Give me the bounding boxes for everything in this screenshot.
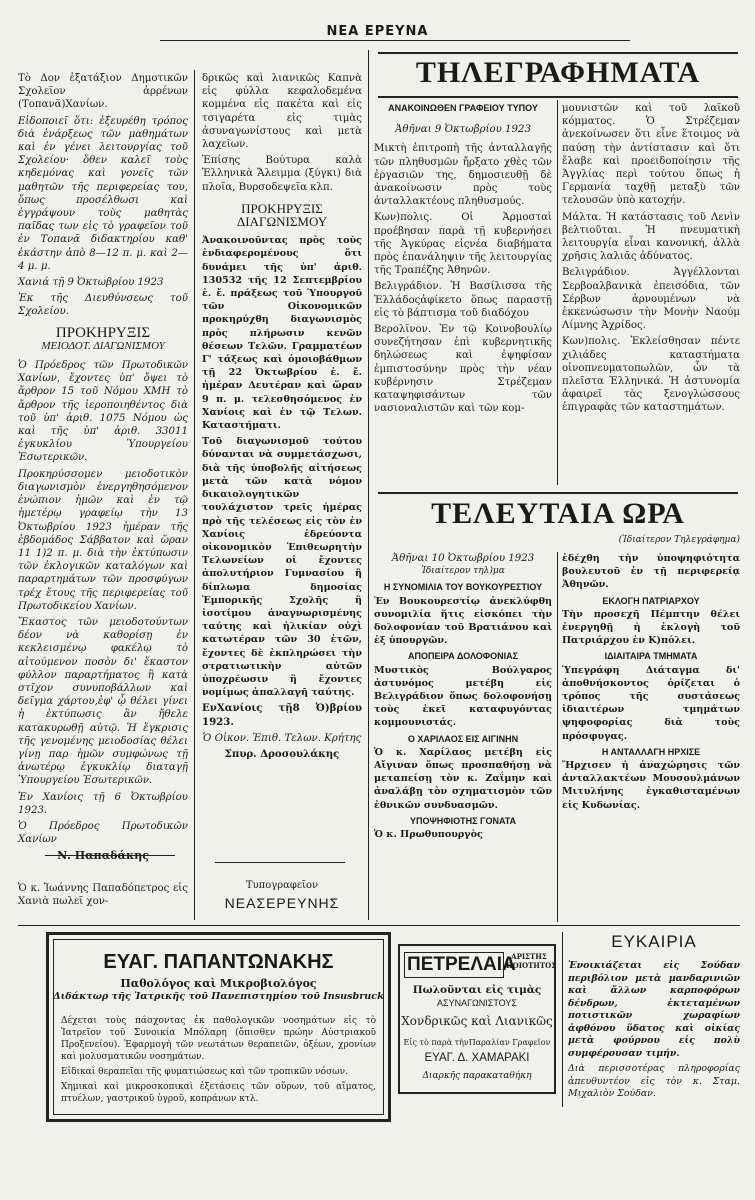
school-heading: Τὸ Δον ἑξατάξιον Δημοτικῶν Σχολεῖον ἀρρένων (Τοπανᾶ)Χανίων.	[18, 73, 188, 111]
school-notice: Εἰδοποιεῖ ὅτι: ἐξευρέθη τρόπος διὰ ἐνάρξεως τῶν μαθημάτων καὶ ἐν γένει λειτουργίας τοῦ Σχολείου· ὅθεν καλεῖ τοὺς κηδεμόνας καὶ γονεῖς τῶν μαθητῶν τῆς περιφερείας του, ὅπως προσέλθωσι καὶ ἐγγράψουν τοὺς μαθητὰς παῖδας των εἰς τὸ γραφεῖον τοῦ ἐν Τοπανᾶ διδακτηρίου καθ' ἑκάστην ἀπὸ 8—12 π. μ. καὶ 2—4 μ. μ.	[18, 115, 188, 272]
petroleum-line-1: Πωλοῦνται εἰς τιμὰς	[412, 984, 542, 996]
telegram-exchange: Μικτὴ ἐπιτροπὴ τῆς ἀνταλλαγῆς τῶν πληθυσμῶν ἤρξατο χθὲς τῶν ἐργασιῶν της, δημοσιευθῇ δὲ ἀνακοίνωσιν πρὸς τοὺς ἀνταλλακτέους πληθυσμούς.	[374, 143, 552, 208]
exchange-text: Ἤρχισεν ἡ ἀναχώρησις τῶν ἀνταλλακτέων Μουσουλμάνων Μιτυλήνης ἐγκαθισταμένων εἰς Κυδωνίας.	[562, 760, 740, 811]
tender-signer-title: Ὁ Πρόεδρος Πρωτοδικῶν Χανίων	[18, 820, 188, 846]
tobacco-text: δρικῶς καὶ λιανικῶς Καπνὰ εἰς φύλλα κεφαλοδεμένα κομμένα εἰς πακέτα καὶ εἰς τσιγαρέτα εἰς τιμὰς ἀσυναγωνίστους καὶ μετὰ λαχεῖων.	[202, 73, 362, 151]
telegrams-top-rule	[378, 52, 738, 54]
last-hour-column-2	[562, 552, 740, 922]
petroleum-line-6: Διαρκῆς παρακαταθήκη	[422, 1071, 532, 1081]
ads-top-rule	[18, 925, 740, 926]
last-hour-column-1	[374, 552, 552, 922]
patriarch-heading: ΕΚΛΟΓΗ ΠΑΤΡΙΑΡΧΟΥ	[602, 595, 700, 606]
telegrams-title: ΤΗΛΕΓΡΑΦΗΜΑΤΑ	[415, 56, 701, 89]
competition-signer-title: Ὁ Οἰκον. Ἐπιθ. Τελων. Κρήτης	[202, 732, 362, 744]
telegram-berlin-cont: μουνιστῶν καὶ τοῦ λαϊκοῦ κόμματος. Ὁ Στρέζεμαν ἀνεκοίνωσεν ὅτι εἶνε ἕτοιμος νὰ παύσῃ τὴν ἀντίστασιν καὶ ὅτι ἔλαβε καὶ προειδοποίησιν τῆς Ἀγγλίας περὶ τούτου ὅπως ἡ Γερμανία ταχθῇ μεταξὺ τῶν τελουσῶν ὑπὸ κατοχήν.	[562, 103, 740, 207]
assassination-text: Μυστικὸς Βούλγαρος ἀστυνόμος μετέβη εἰς Βελιγράδιον ὅπως δολοφονήσῃ τοὺς ἐκεῖ καταφυγόντας κομμουνιστάς.	[374, 664, 552, 729]
printer-name: ΝΕΑΣΕΡΕΥΝΗΣ	[224, 895, 340, 911]
tobacco-text-start: Ὁ κ. Ἰωάννης Παπαδόπετρος εἰς Χανιὰ πωλεῖ χον-	[18, 883, 188, 908]
last-hour-date-note: Ἰδιαίτερον τηλ)μα	[421, 566, 505, 577]
butter-text: Ἐπίσης Βούτυρα καλὰ Ἑλληνικὰ Ἄλειμμα (ξύγκι) διὰ πλοῖα, Βυρσοδεψεῖα κλπ.	[202, 155, 362, 193]
competition-signature: Σπυρ. Δροσουλάκης	[224, 747, 340, 760]
col1-divider	[45, 855, 175, 856]
doctor-ad-body	[61, 1015, 376, 1115]
telegram-constantinople-2: Κων)πολις. Ἐκλείσθησαν πέντε χιλιάδες καταστήματα οἰνοπνευματοπωλῶν, ὧν τὰ πλεῖστα Ἑλληνικά. Ἡ ἀστυνομία ἀφαιρεῖ τὰς ξενογλώσσους ἐπιγραφὰς τῶν καταστημάτων.	[562, 336, 740, 414]
competition-intro: Ἀνακοινοῦντας πρὸς τοὺς ἐνδιαφερομένους ὅτι δυνάμει τῆς ὑπ' ἀριθ. 130532 τῆς 12 Σεπτεμβρίου ἐ. ἔ. πράξεως τοῦ Ὑπουργοῦ τῶν Οἰκονομικῶν προκηρύχθη διαγωνισμὸς πρὸς πλήρωσιν κενῶν θέσεων Τελῶν. Γραμματέων Γ' τάξεως καὶ ὁμοιοβάθμων τῇ 22 Ὀκτωβρίου ἐ. ἔ. ἡμέραν Δευτέραν καὶ ὥραν 9 π. μ. τελεσθησόμενος ἐν Χανίοις καὶ ἐν τῷ Τελων. Καταστήματι.	[202, 235, 362, 432]
patriarch-text: Τὴν προσεχῆ Πέμπτην θέλει ἐνεργηθῇ ἡ ἐκλογὴ τοῦ Πατριάρχου ἐν Κ)πόλει.	[562, 608, 740, 647]
competition-date: ΕνΧανίοις τῇ8 Ὀ)βρίου 1923.	[202, 702, 362, 728]
telegrams-bottom-rule	[378, 96, 738, 98]
column-2	[202, 72, 362, 842]
bucharest-text: Ἐν Βουκουρεστίῳ ἀνεκλύφθη συνομιλία ἥτις εἰσκόπει τὴν δολοφονίαν τοῦ Βρατιάνου καὶ ἐξ ὑπουργῶν.	[374, 595, 552, 647]
doctor-ad-text-3: Χημικαὶ καὶ μικροσκοπικαὶ ἐξετάσεις τῶν οὔρων, τοῦ αἵματος, πτυέλων, γαστρικοῦ ὑγροῦ, κοπράνων κτλ.	[61, 1082, 376, 1104]
doctor-ad-text-1: Δέχεται τοὺς πάσχοντας ἐκ παθολογικῶν νοσημάτων εἰς τὸ Ἰατρεῖον τοῦ Συνοικία Μπόλαρη (ὄπισθεν πρώην Αὐστριακοῦ Προξενείου). Ἐφαρμογὴ τῶν νεωτάτων θεραπειῶν, ὀξέων, χρονίων καὶ μολυσματικῶν νοσημάτων.	[61, 1016, 376, 1062]
competition-subtitle: ΔΙΑΓΩΝΙΣΜΟΥ	[236, 214, 328, 230]
petroleum-line-5: ΕΥΑΓ. Δ. ΧΑΜΑΡΑΚΙ	[424, 1052, 530, 1064]
printer-label: Τυπογραφεῖον	[245, 880, 319, 891]
tender-intro: Ὁ Πρόεδρος τῶν Πρωτοδικῶν Χανίων, ἔχοντες ὑπ' ὄψει τὸ ἄρθρον 15 τοῦ Νόμου ΧΜΗ τὸ ἄρθρον τῆς ἱεροποιηθέντος διὰ τοῦ ὑπ' ἀριθ. 1075 Νόμου ὡς καὶ τῆς ὑπ' ἀριθ. 33011 ἐγκυκλίου Ὑπουργείου Ἐσωτερικῶν.	[18, 360, 188, 464]
charilaos-text: Ὁ κ. Χαρίλαος μετέβη εἰς Αἴγιναν ὅπως προσπαθήσῃ νὰ μεταπείσῃ τὸν κ. Ζαΐμην καὶ ἀναλάβῃ τὸν σχηματισμὸν τῶν ἐθνικῶν συνδυασμῶν.	[374, 746, 552, 811]
competition-title: ΠΡΟΚΗΡΥΞΙΣ	[241, 200, 323, 216]
doctor-role: Παθολόγος καὶ Μικροβιολόγος	[120, 977, 317, 990]
sections-text: Ὑπεγράφη Διάταγμα δι' ἀποθνήσκοντος ὁρίζεται ὁ τρόπος τῆς συστάσεως ἰδιαιτέρων τμημάτων ψηφοφορίας διὰ τοὺς πρόσφυγας.	[562, 664, 740, 742]
col2-divider	[215, 862, 345, 863]
doctor-ad-text-2: Εἰδικαὶ θεραπεῖαι τῆς φυματιώσεως καὶ τῶν τροπικῶν νόσων.	[61, 1067, 348, 1077]
last-hour-column-rule	[557, 552, 558, 922]
sections-heading: ΙΔΙΑΙΤΑΙΡΑ ΤΜΗΜΑΤΑ	[604, 651, 698, 662]
telegrams-subtitle: ΑΝΑΚΟΙΝΩΘΕΝ ΓΡΑΦΕΙΟΥ ΤΥΠΟΥ	[388, 103, 538, 113]
school-signature: Ἐκ τῆς Διευθύνσεως τοῦ Σχολείου.	[18, 293, 188, 318]
opportunity-body	[568, 960, 740, 1099]
tender-terms: Ἕκαστος τῶν μειοδοτούντων δέον νὰ καθορίσῃ ἐν κεκλεισμένῳ φακέλῳ τὸ αἰτούμενον ποσὸν δι' ἕκαστον φύλλον παραρτήματος ἢ κατὰ στῖχον συνυποβάλλων καὶ δεῖγμα χάρτου,ἐφ' ᾧ θέλει γίνει ἡ ἐκτύπωσις ἂν ἤθελε κατακυρωθῇ αὐτῷ. Ἡ ἔγκρισις τῆς γενομένης μειοδοσίας θέλει γίνῃ παρ ἡμῶν συμφώνως τῇ ἀνωτέρῳ ἐγκυκλίῳ διαταγῇ Ὑπουργείου Ἐσωτερικῶν.	[18, 616, 188, 787]
last-hour-date: Ἀθῆναι 10 Ὀκτωβρίου 1923	[391, 553, 535, 564]
opportunity-text-2: Διὰ περισσοτέρας πληροφορίας ἀπευθυντέον εἰς τὸν κ. Σταμ. Μιχαλιὸν Σούδαν.	[568, 1063, 740, 1099]
telegram-belgrade-1: Βελιγράδιον. Ἡ Βασίλισσα τῆς Ἑλλάδοςἀφίκετο ὅπως παραστῇ εἰς τὸ βάπτισμα τοῦ διαδόχου	[374, 281, 552, 319]
gonatas-heading: ΥΠΟΨΗΦΙΟΤΗΣ ΓΟΝΑΤΑ	[409, 815, 517, 826]
column-rule-1	[194, 70, 195, 920]
competition-terms: Τοῦ διαγωνισμοῦ τούτου δύνανται νὰ συμμετάσχωσι, διὰ τῆς ὑποβολῆς αἰτήσεως μετὰ τῶν κατὰ νόμον δικαιολογητικῶν τουλάχιστον τρεῖς ἡμέρας πρὸ τῆς τελέσεως εἰς τὸν ἐν Χανίοις ἑδρεύοντα οἰκονομικὸν Ἐπιθεωρητὴν Τελωνείων οἱ ἔχοντες ἀπολυτήριον Γυμνασίου ἢ δίπλωμα δημοσίας Ἐμπορικῆς Σχολῆς ἢ ἰσοτίμου ἀναγνωρισμένης ταύτης καὶ ἡλικίαν οὐχὶ κατωτέραν τῶν 30 ἐτῶν, ἔχοντες δὲ ἐκπληρώσει τὴν στρατιωτικὴν αὐτῶν ὑποχρέωσιν ἢ ἔχοντες νομίμως ἀπαλλαγῆ ταύτης.	[202, 436, 362, 699]
telegrams-column-1	[374, 102, 552, 487]
column-rule-2	[368, 50, 369, 920]
telegrams-column-rule	[557, 100, 558, 485]
tender-announcement: Προκηρύσσομεν μειοδοτικὸν διαγωνισμὸν ἐνεργηθησόμενον ἐνώπιον ἡμῶν καὶ ἐν τῷ ἡμετέρῳ γραφείῳ τὴν 13 Ὀκτωβρίου 1923 ἡμέραν τῆς ἑβδομάδος Σάββατον καὶ ὥραν 11 1)2 π. μ. διὰ τὴν ἐκτύπωσιν τῶν ἐκλογικῶν καταλόγων καὶ παραρτημάτων τῶν προσφύγων τρέχ ἔτους τῆς περιφερείας τοῦ Πρωτοδικείου Χανίων.	[18, 468, 188, 612]
assassination-heading: ΑΠΟΠΕΙΡΑ ΔΟΛΟΦΟΝΙΑΣ	[407, 651, 519, 662]
bucharest-heading: Η ΣΥΝΟΜΙΛΙΑ ΤΟΥ ΒΟΥΚΟΥΡΕΣΤΙΟΥ	[383, 582, 543, 593]
telegram-constantinople-1: Κων)πολις. Οἱ Ἁρμοσταὶ προέβησαν παρὰ τῇ κυβερνήσει τῆς Ἀγκύρας εἰςνέα διαβήματα πρὸς ἐπανάληψιν τῆς λειτουργίας τῆς Τραπέζης Ἀθηνῶν.	[374, 212, 552, 277]
petroleum-line-3: Χονδρικῶς καὶ Λιανικῶς	[401, 1014, 553, 1028]
petroleum-ad	[398, 944, 556, 1094]
telegrams-date: Ἀθῆναι 9 Ὀκτωβρίου 1923	[395, 124, 531, 136]
petroleum-line-4: Εἰς τὸ παρὰ τὴνΠαραλίαν Γραφεῖον	[403, 1038, 551, 1047]
exchange-heading: Η ΑΝΤΑΛΛΑΓΗ ΗΡΧΙΣΕ	[601, 746, 701, 757]
tender-date: Ἐν Χανίοις τῇ 6 Ὀκτωβρίου 1923.	[18, 791, 188, 816]
school-date: Χανιά τῇ 9 Ὀκτωβρίου 1923	[18, 277, 164, 289]
doctor-name: ΕΥΑΓ. ΠΑΠΑΝΤΩΝΑΚΗΣ	[103, 951, 334, 973]
petroleum-quality: ΑΡΙΣΤΗΣ ΠΟΙΟΤΗΤΟΣ	[506, 952, 557, 970]
last-hour-subtitle: (Ἰδιαίτερον Τηλεγράφημα)	[618, 535, 740, 545]
opportunity-text-1: Ἐνοικιάζεται εἰς Σούδαν περιβόλιον μετὰ μανδαρινιῶν καὶ ἄλλων καρποφόρων δένδρων, ἐκτεταμένων ποτιστικῶν χωραφίων ἀφθόνου ὕδατος καὶ οἰκίας μετὰ φούρνου εἰς πολὺ συμφέρουσαν τιμήν.	[568, 960, 740, 1059]
gonatas-text: Ὁ κ. Πρωθυπουργὸς	[374, 829, 483, 841]
tender-title: ΠΡΟΚΗΡΥΞΙΣ	[55, 324, 151, 341]
petroleum-title: ΠΕΤΡΕΛΑΙΑ	[404, 952, 504, 978]
doctor-credentials: Διδάκτωρ τῆς Ἰατρικῆς τοῦ Πανεπιστημίου τοῦ Insusbruck	[53, 991, 384, 1002]
gonatas-text-cont: ἐδέχθη τὴν ὑποψηφιότητα βουλευτοῦ ἐν τῇ περιφερείᾳ Ἀθηνῶν.	[562, 553, 740, 591]
column-1	[18, 72, 188, 846]
telegrams-column-2	[562, 102, 740, 487]
last-hour-top-rule	[378, 492, 738, 494]
charilaos-heading: Ο ΧΑΡΙΛΑΟΣ ΕΙΣ ΑΙΓΙΝΗΝ	[407, 733, 519, 744]
telegram-malta: Μάλτα. Ἡ κατάστασις τοῦ Λενὶν βελτιοῦται. Ἡ πνευματικὴ λειτουργία εἶναι κανονική, ἀλλὰ χρῆσις λαλιᾶς ἀδύνατος.	[562, 211, 740, 263]
doctor-ad	[46, 932, 391, 1122]
masthead: ΝΕΑ ΕΡΕΥΝΑ	[326, 24, 429, 39]
tobacco-ad-start	[18, 882, 188, 916]
ads-column-rule	[562, 932, 563, 1107]
last-hour-title: ΤΕΛΕΥΤΑΙΑ ΩΡΑ	[431, 497, 685, 530]
telegram-belgrade-2: Βελιγράδιον. Ἀγγέλλονται Σερβοαλβανικὰ ἐπεισόδια, τῶν Σέρβων ἀρνουμένων νὰ ἐκκενώσωσιν τὴν Μονὴν Ναούμ Λίμνης Ἀχρίδος.	[562, 267, 740, 332]
petroleum-line-2: ΑΣΥΝΑΓΩΝΙΣΤΟΥΣ	[437, 998, 517, 1008]
telegram-berlin: Βερολῖνον. Ἐν τῷ Κοινοβουλίῳ συνεζήτησαν ἐπὶ κυβερνητικῆς δηλώσεως καὶ ἐψηφίσαν ἐμπιστοσύνην πρὸς τὴν νέαν κυβέρνησιν Στρέζεμαν καταψηφισάντων τῶν νασιοναλιστῶν καὶ τῶν κομ-	[374, 324, 552, 415]
masthead-rule	[160, 40, 630, 41]
tender-subtitle: ΜΕΙΟΔΟΤ. ΔΙΑΓΩΝΙΣΜΟΥ	[41, 339, 165, 352]
opportunity-title: ΕΥΚΑΙΡΙΑ	[611, 932, 697, 951]
